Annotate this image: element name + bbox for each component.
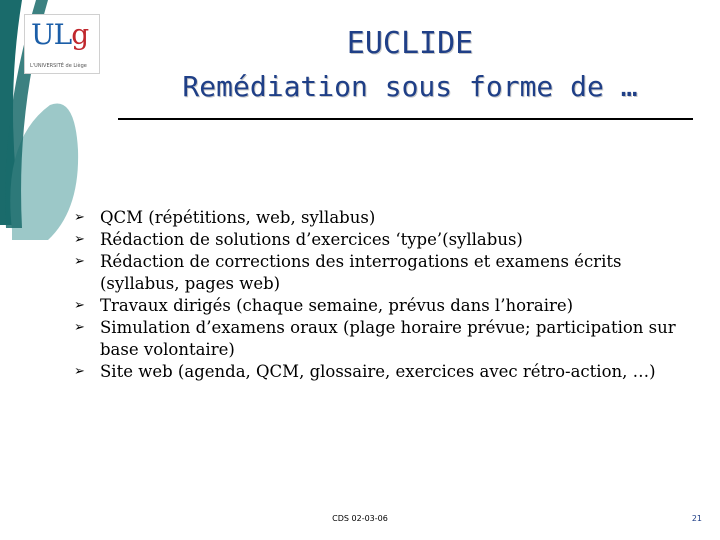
university-logo bbox=[24, 14, 100, 74]
arrow-bullet-icon: ➢ bbox=[74, 232, 85, 247]
arrow-bullet-icon: ➢ bbox=[74, 254, 85, 269]
bullet-item: ➢ Site web (agenda, QCM, glossaire, exercices avec rétro-action, …) bbox=[74, 362, 656, 381]
arrow-bullet-icon: ➢ bbox=[74, 364, 85, 379]
bullet-item: ➢ Rédaction de solutions d’exercices ‘type’(syllabus) bbox=[74, 230, 523, 249]
arrow-bullet-icon: ➢ bbox=[74, 320, 85, 335]
bullet-item: ➢ Simulation d’examens oraux (plage horaire prévue; participation sur base volontaire) bbox=[74, 318, 676, 359]
page-number: 21 bbox=[691, 514, 702, 523]
arrow-bullet-icon: ➢ bbox=[74, 298, 85, 313]
bullet-list bbox=[74, 207, 694, 383]
bullet-item: ➢ Travaux dirigés (chaque semaine, prévus dans l’horaire) bbox=[74, 296, 574, 315]
logo-subtitle: L'UNIVERSITÉ de Liège bbox=[30, 63, 87, 69]
footer-text: CDS 02-03-06 bbox=[332, 514, 388, 523]
title-divider bbox=[118, 118, 693, 120]
bullet-item: ➢ Rédaction de corrections des interrogations et examens écrits (syllabus, pages web) bbox=[74, 252, 622, 293]
bullet-item: ➢ QCM (répétitions, web, syllabus) bbox=[74, 208, 376, 227]
arrow-bullet-icon: ➢ bbox=[74, 210, 85, 225]
logo-letters: ULg bbox=[31, 18, 89, 51]
slide-subtitle: Remédiation sous forme de … bbox=[182, 70, 638, 103]
slide-title: EUCLIDE bbox=[346, 26, 474, 61]
